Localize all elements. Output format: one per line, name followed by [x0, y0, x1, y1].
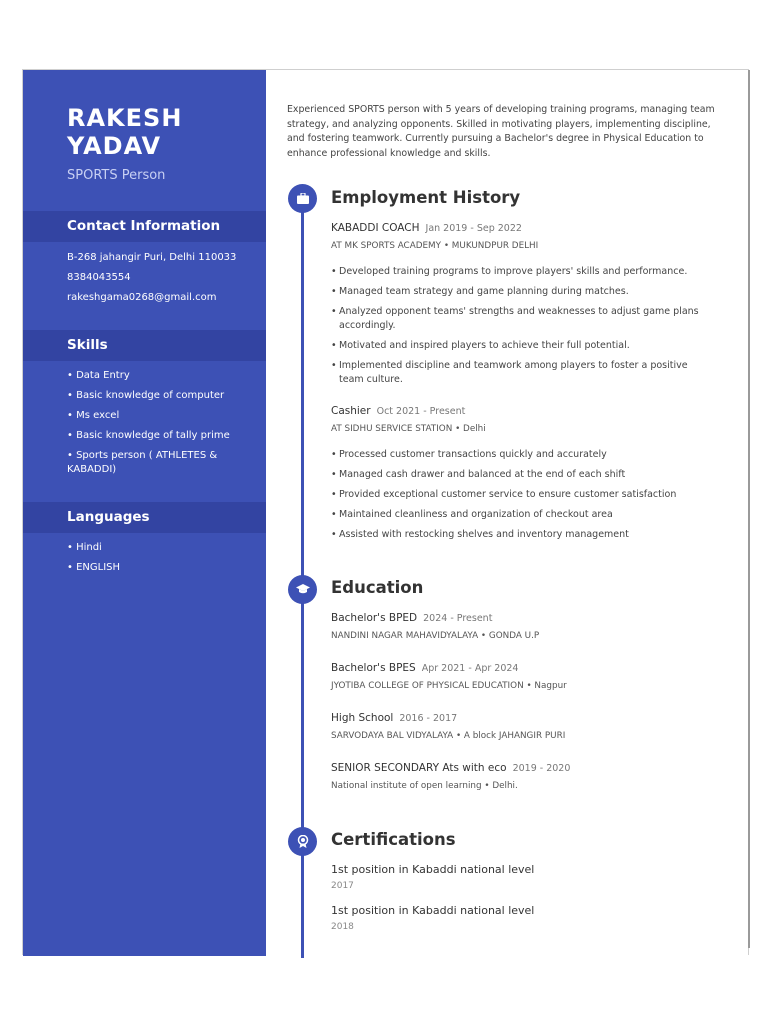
name-line-1: RAKESH	[67, 104, 183, 132]
skill-item: • Ms excel	[67, 410, 120, 421]
education-dates: 2016 - 2017	[399, 713, 458, 724]
education-dates: Apr 2021 - Apr 2024	[421, 663, 519, 674]
language-item: • ENGLISH	[67, 562, 121, 573]
skill-item: • Data Entry	[67, 370, 130, 381]
skill-item: • Basic knowledge of tally prime	[67, 430, 230, 441]
certifications-heading: Certifications	[331, 830, 456, 849]
contact-address: B-268 jahangir Puri, Delhi 110033	[67, 252, 237, 263]
education-school: JYOTIBA COLLEGE OF PHYSICAL EDUCATION • Nagpur	[331, 681, 567, 691]
job-bullet: • Motivated and inspired players to achieve their full potential.	[331, 339, 711, 353]
education-degree: Bachelor's BPED	[331, 612, 418, 624]
skills-heading: Skills	[23, 330, 266, 361]
job-bullet: • Processed customer transactions quickly and accurately	[331, 448, 711, 462]
job-bullet: • Managed team strategy and game planning during matches.	[331, 285, 711, 299]
job-title-text: Cashier	[331, 405, 371, 417]
award-icon	[288, 827, 317, 856]
education-title	[331, 712, 457, 724]
job-bullet: • Assisted with restocking shelves and inventory management	[331, 528, 711, 542]
contact-email: rakeshgama0268@gmail.com	[67, 292, 217, 303]
certification-title: 1st position in Kabaddi national level	[331, 863, 535, 876]
sidebar	[23, 70, 266, 956]
education-heading: Education	[331, 578, 424, 597]
job-title-text: KABADDI COACH	[331, 222, 420, 234]
education-school: SARVODAYA BAL VIDYALAYA • A block JAHANGIR PURI	[331, 731, 566, 741]
job-bullet: • Provided exceptional customer service to ensure customer satisfaction	[331, 488, 711, 502]
job-employer: AT SIDHU SERVICE STATION • Delhi	[331, 424, 486, 434]
job-bullet: • Analyzed opponent teams' strengths and weaknesses to adjust game plans accordingly.	[331, 305, 711, 333]
resume-page	[22, 69, 749, 955]
candidate-role: SPORTS Person	[67, 168, 166, 183]
education-school: NANDINI NAGAR MAHAVIDYALAYA • GONDA U.P	[331, 631, 540, 641]
certification-year: 2018	[331, 922, 354, 932]
education-degree: High School	[331, 712, 394, 724]
certification-title: 1st position in Kabaddi national level	[331, 904, 535, 917]
job-dates: Jan 2019 - Sep 2022	[425, 223, 522, 234]
job-employer: AT MK SPORTS ACADEMY • MUKUNDPUR DELHI	[331, 241, 539, 251]
languages-heading: Languages	[23, 502, 266, 533]
education-degree: Bachelor's BPES	[331, 662, 416, 674]
main-content	[266, 70, 750, 956]
job-title	[331, 405, 465, 417]
candidate-name	[67, 104, 247, 160]
contact-heading: Contact Information	[23, 211, 266, 242]
education-title	[331, 762, 570, 774]
job-bullet: • Developed training programs to improve players' skills and performance.	[331, 265, 711, 279]
education-dates: 2019 - 2020	[512, 763, 571, 774]
job-dates: Oct 2021 - Present	[376, 406, 466, 417]
education-school: National institute of open learning • Delhi.	[331, 781, 518, 791]
name-line-2: YADAV	[67, 132, 162, 160]
education-degree: SENIOR SECONDARY Ats with eco	[331, 762, 507, 774]
employment-heading: Employment History	[331, 188, 521, 207]
contact-phone: 8384043554	[67, 272, 131, 283]
profile-summary: Experienced SPORTS person with 5 years of developing training programs, managing team strategy, and analyzing opponents. Skilled in motivating players, implementing discipline, and fostering teamwork. Currently pursuing a Bachelor's degree in Physical Education to enhance professional knowledge and skills.	[287, 104, 715, 159]
job-title	[331, 222, 522, 234]
education-dates: 2024 - Present	[423, 613, 493, 624]
graduation-cap-icon	[288, 575, 317, 604]
job-bullet: • Implemented discipline and teamwork among players to foster a positive team culture.	[331, 359, 711, 387]
job-bullet: • Maintained cleanliness and organization of checkout area	[331, 508, 711, 522]
language-item: • Hindi	[67, 542, 102, 553]
education-title	[331, 612, 492, 624]
education-title	[331, 662, 518, 674]
job-bullet: • Managed cash drawer and balanced at the end of each shift	[331, 468, 711, 482]
certification-year: 2017	[331, 881, 354, 891]
skill-item: • Sports person ( ATHLETES & KABADDI)	[67, 450, 218, 475]
briefcase-icon	[288, 184, 317, 213]
skill-item: • Basic knowledge of computer	[67, 390, 225, 401]
